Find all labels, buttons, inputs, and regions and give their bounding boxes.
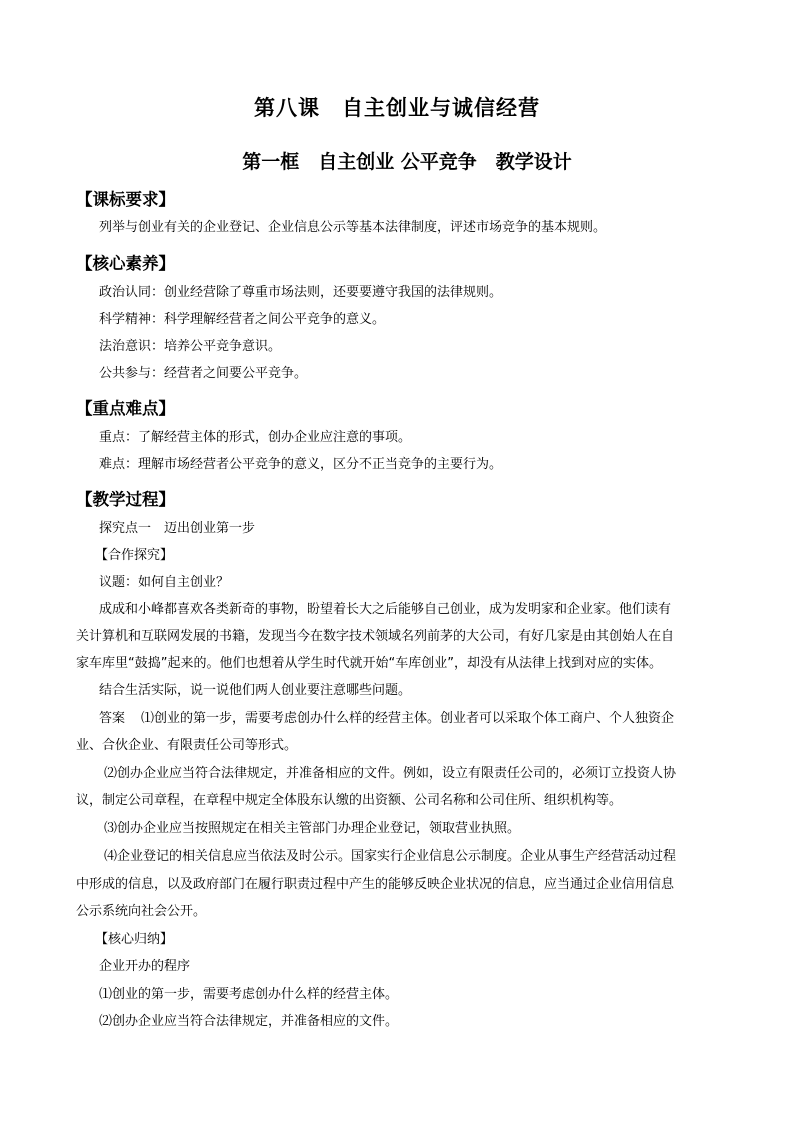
answer-line-8: 公示系统向社会公开。 [76, 904, 207, 919]
heading-zhongdian: 【重点难点】 [76, 399, 175, 418]
zhongdian-line-1: 重点：了解经营主体的形式，创办企业应注意的事项。 [99, 430, 412, 445]
hezuo-label: 【合作探究】 [95, 548, 174, 563]
answer-line-3: ⑵创办企业应当符合法律规定，并准备相应的文件。例如，设立有限责任公司的，必须订立投资人协 [104, 766, 677, 781]
guina-label: 【核心归纳】 [95, 932, 174, 947]
heading-kebiao: 【课标要求】 [76, 190, 175, 209]
answer-label: 答案 [99, 711, 126, 726]
answer-line-7: 中形成的信息，以及政府部门在履行职责过程中产生的能够反映企业状况的信息，应当通过企业信用信息 [76, 877, 675, 892]
story-line-3: 家车库里“鼓捣”起来的。他们也想着从学生时代就开始“车库创业”，却没有从法律上找到对应的实体。 [76, 656, 662, 671]
hexin-line-4: 公共参与：经营者之间要公平竞争。 [99, 366, 308, 381]
yiti: 议题：如何自主创业？ [99, 575, 230, 590]
story-line-1: 成成和小峰都喜欢各类新奇的事物，盼望着长大之后能够自己创业，成为发明家和企业家。他们读有 [99, 602, 672, 617]
guina-line-2: ⑵创办企业应当符合法律规定，并准备相应的文件。 [99, 1014, 399, 1029]
question: 结合生活实际，说一说他们两人创业要注意哪些问题。 [99, 683, 412, 698]
lesson-title: 第八课 自主创业与诚信经营 [254, 95, 540, 120]
answer-line-4: 议，制定公司章程，在章程中规定全体股东认缴的出资额、公司名称和公司住所、组织机构等。 [76, 793, 623, 808]
hexin-line-1: 政治认同：创业经营除了尊重市场法则，还要要遵守我国的法律规则。 [99, 285, 503, 300]
story-line-2: 关计算机和互联网发展的书籍，发现当今在数字技术领域名列前茅的大公司，有好几家是由其创始人在自 [76, 629, 675, 644]
guina-title: 企业开办的程序 [99, 959, 191, 974]
hexin-line-2: 科学精神：科学理解经营者之间公平竞争的意义。 [99, 312, 386, 327]
answer-text-1: ⑴创业的第一步，需要考虑创办什么样的经营主体。创业者可以采取个体工商户、个人独资企 [141, 711, 675, 726]
heading-jiaoxue: 【教学过程】 [76, 490, 175, 509]
hexin-line-3: 法治意识：培养公平竞争意识。 [99, 339, 282, 354]
heading-hexin: 【核心素养】 [76, 254, 175, 273]
answer-line-6: ⑷企业登记的相关信息应当依法及时公示。国家实行企业信息公示制度。企业从事生产经营活动过程 [104, 849, 677, 864]
zhongdian-line-2: 难点：理解市场经营者公平竞争的意义，区分不正当竞争的主要行为。 [99, 457, 503, 472]
section-title: 第一框 自主创业 公平竞争 教学设计 [242, 151, 572, 173]
answer-line-5: ⑶创办企业应当按照规定在相关主管部门办理企业登记，领取营业执照。 [104, 821, 521, 836]
answer-line-2: 业、合伙企业、有限责任公司等形式。 [76, 738, 298, 753]
guina-line-1: ⑴创业的第一步，需要考虑创办什么样的经营主体。 [99, 987, 399, 1002]
kebiao-text: 列举与创业有关的企业登记、企业信息公示等基本法律制度，评述市场竞争的基本规则。 [99, 220, 607, 235]
answer-line-1 [99, 710, 674, 728]
explore-point: 探究点一 迈出创业第一步 [99, 521, 256, 536]
